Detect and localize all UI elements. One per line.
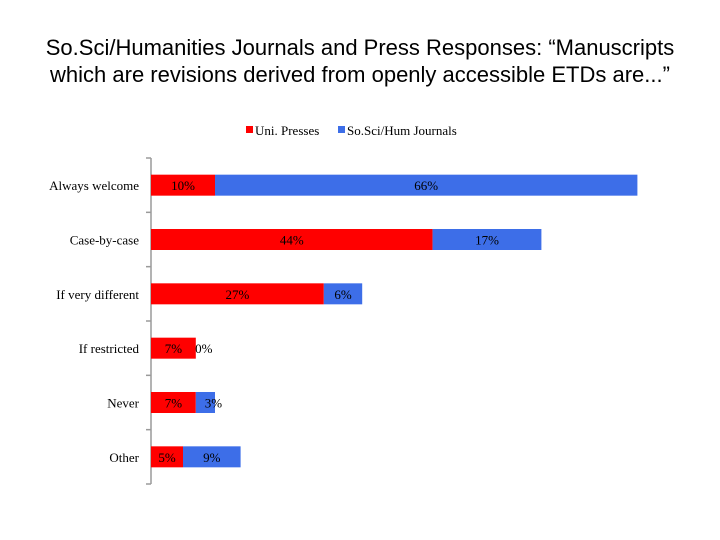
data-label: 27% <box>225 286 250 302</box>
data-label: 10% <box>171 178 195 194</box>
data-label: 66% <box>414 178 439 194</box>
data-label: 7% <box>164 341 183 357</box>
data-label: 44% <box>279 232 304 248</box>
legend-swatch <box>338 126 345 133</box>
category-label: Always welcome <box>49 178 139 194</box>
category-label: If restricted <box>78 341 139 357</box>
data-label: 7% <box>164 395 183 411</box>
data-label: 17% <box>475 232 499 248</box>
chart-title-line-2: which are revisions derived from openly accessible ETDs are...” <box>50 62 670 87</box>
legend-label: So.Sci/Hum Journals <box>347 123 457 138</box>
category-label: Case-by-case <box>69 232 139 248</box>
legend-label: Uni. Presses <box>255 123 320 138</box>
data-label: 5% <box>158 449 176 465</box>
chart-title-line-1: So.Sci/Humanities Journals and Press Responses: “Manuscripts <box>45 35 675 60</box>
legend-swatch <box>246 126 253 133</box>
data-label: 9% <box>203 449 221 465</box>
data-label: 6% <box>334 286 352 302</box>
category-label: Never <box>107 395 139 411</box>
category-label: If very different <box>56 286 139 302</box>
data-label: 3% <box>204 395 223 411</box>
data-label: 0% <box>195 341 213 357</box>
category-label: Other <box>109 449 139 465</box>
